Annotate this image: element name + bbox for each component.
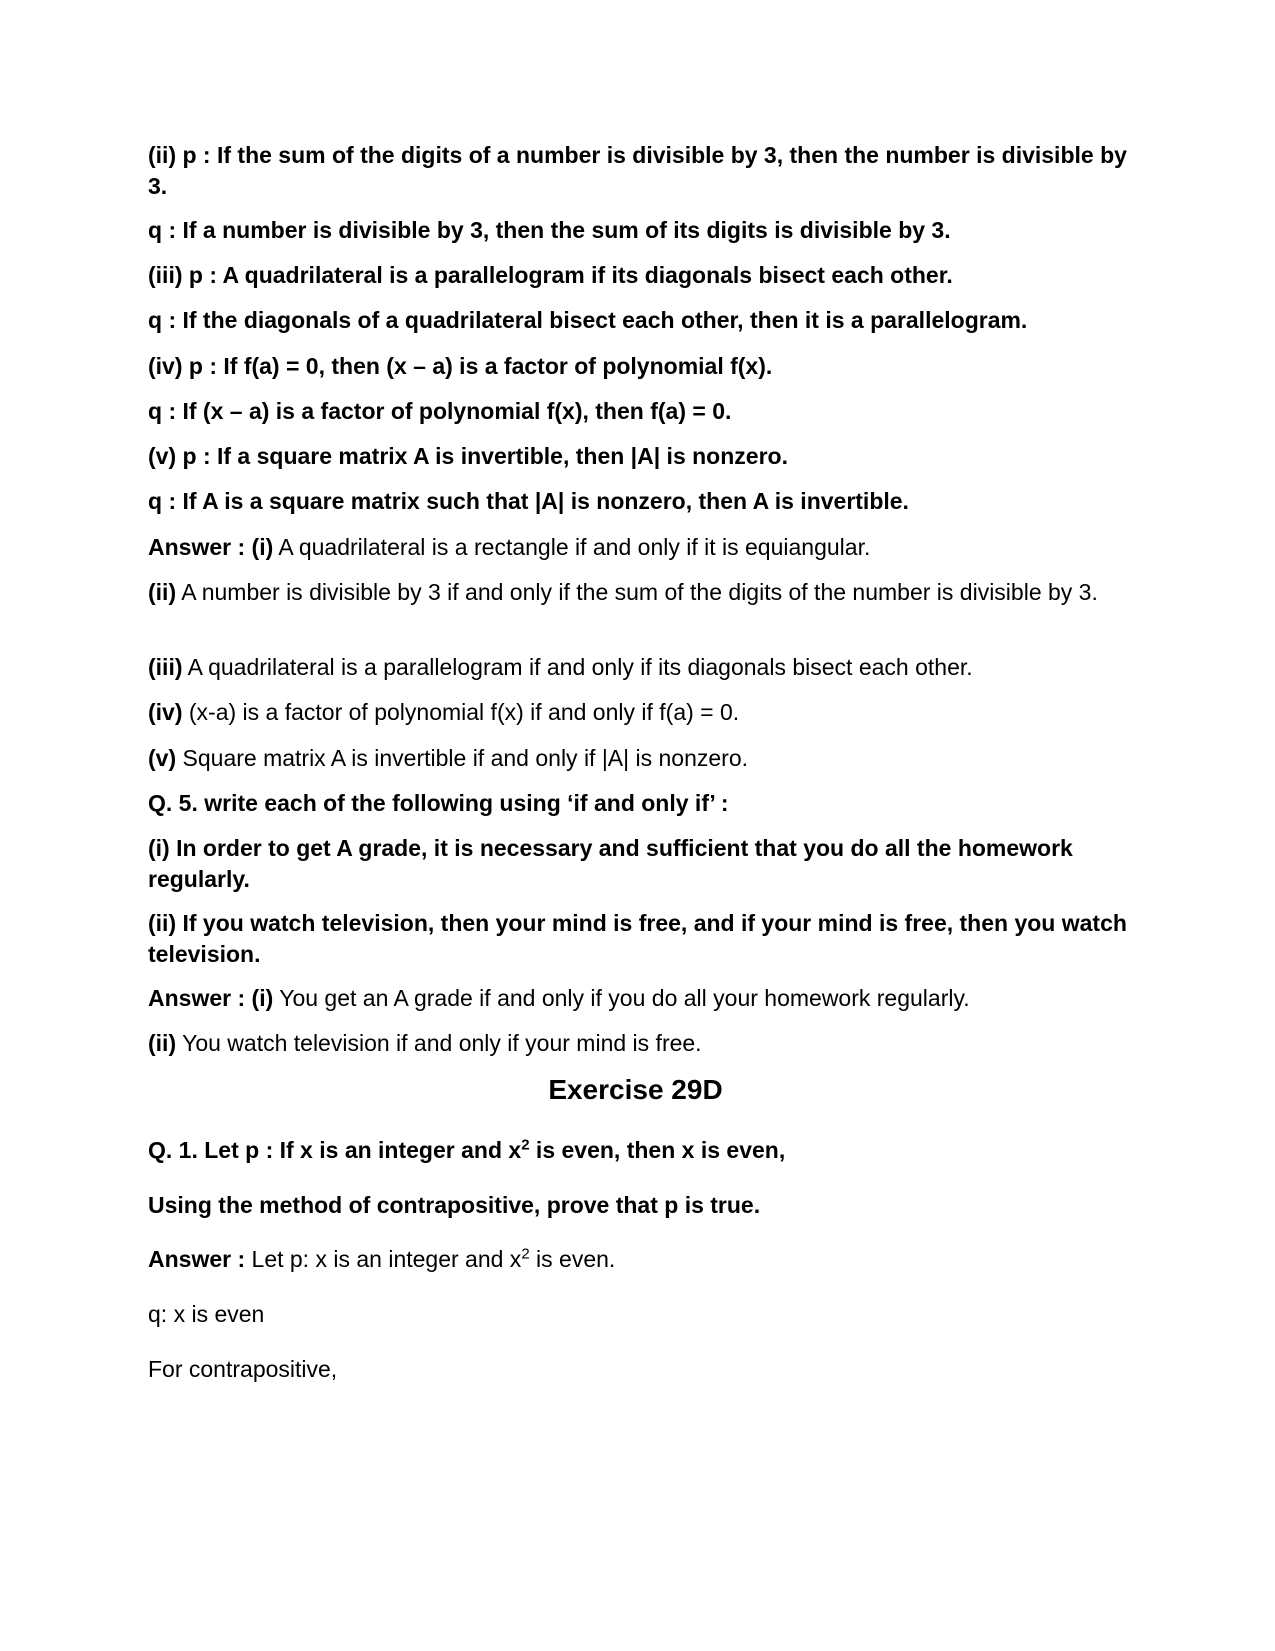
answer-item-label: (ii)	[148, 1030, 177, 1056]
exercise-heading: Exercise 29D	[548, 1074, 723, 1105]
answer-1-iv	[148, 697, 1138, 728]
answer-3-q-line: q: x is even	[148, 1301, 265, 1327]
answer-item-text: (x-a) is a factor of polynomial f(x) if and only if f(a) = 0.	[188, 699, 740, 725]
question-1-text-a: Q. 1. Let p : If x is an integer and x	[148, 1137, 522, 1163]
statement-iii-p: (iii) p : A quadrilateral is a parallelogram if its diagonals bisect each other.	[148, 262, 953, 288]
answer-item-label: (ii)	[148, 579, 177, 605]
statement-iv-q: q : If (x – a) is a factor of polynomial f(x), then f(a) = 0.	[148, 398, 732, 424]
answer-1-v	[148, 743, 1138, 774]
question-5-i: (i) In order to get A grade, it is necessary and sufficient that you do all the homework regularly.	[148, 835, 1073, 892]
answer-item-label: (i)	[251, 534, 274, 560]
answer-1-i	[148, 532, 1138, 563]
answer-item-text: You watch television if and only if your mind is free.	[182, 1030, 702, 1056]
question-1-line-1	[148, 1135, 1138, 1166]
question-1-text-b: is even, then x is even,	[529, 1137, 786, 1163]
statement-v-q: q : If A is a square matrix such that |A| is nonzero, then A is invertible.	[148, 488, 909, 514]
statement-iii-q: q : If the diagonals of a quadrilateral bisect each other, then it is a parallelogram.	[148, 307, 1028, 333]
answer-item-text: You get an A grade if and only if you do all your homework regularly.	[279, 985, 970, 1011]
answer-1-ii	[148, 577, 1138, 608]
answer-item-label: (iii)	[148, 654, 183, 680]
answer-item-label: (iv)	[148, 699, 183, 725]
answer-2-ii	[148, 1028, 1138, 1059]
answer-2-i	[148, 983, 1138, 1014]
answer-item-text: Square matrix A is invertible if and only if |A| is nonzero.	[182, 745, 749, 771]
statement-v-p: (v) p : If a square matrix A is invertible, then |A| is nonzero.	[148, 443, 788, 469]
answer-item-text: A quadrilateral is a parallelogram if and only if its diagonals bisect each other.	[187, 654, 973, 680]
answer-item-text: A number is divisible by 3 if and only if the sum of the digits of the number is divisible by 3.	[181, 579, 1098, 605]
answer-1-iii	[148, 652, 1138, 683]
answer-3-contrapositive: For contrapositive,	[148, 1356, 338, 1382]
statement-ii-q: q : If a number is divisible by 3, then the sum of its digits is divisible by 3.	[148, 217, 951, 243]
answer-label: Answer :	[148, 985, 246, 1011]
statement-iv-p: (iv) p : If f(a) = 0, then (x – a) is a factor of polynomial f(x).	[148, 353, 773, 379]
answer-3-line-1	[148, 1244, 1138, 1275]
answer-item-text: A quadrilateral is a rectangle if and only if it is equiangular.	[278, 534, 871, 560]
superscript: 2	[521, 1245, 530, 1263]
statement-ii-p: (ii) p : If the sum of the digits of a number is divisible by 3, then the number is divisible by 3.	[148, 142, 1127, 199]
answer-item-label: (i)	[251, 985, 274, 1011]
superscript: 2	[521, 1136, 530, 1154]
question-5-ii: (ii) If you watch television, then your mind is free, and if your mind is free, then you watch television.	[148, 910, 1127, 967]
answer-label: Answer :	[148, 1246, 246, 1272]
question-5-title: Q. 5. write each of the following using ‘if and only if’ :	[148, 790, 729, 816]
answer-text-a: Let p: x is an integer and x	[251, 1246, 522, 1272]
answer-label: Answer :	[148, 534, 246, 560]
answer-text-b: is even.	[529, 1246, 616, 1272]
question-1-line-2: Using the method of contrapositive, prove that p is true.	[148, 1192, 761, 1218]
answer-item-label: (v)	[148, 745, 177, 771]
